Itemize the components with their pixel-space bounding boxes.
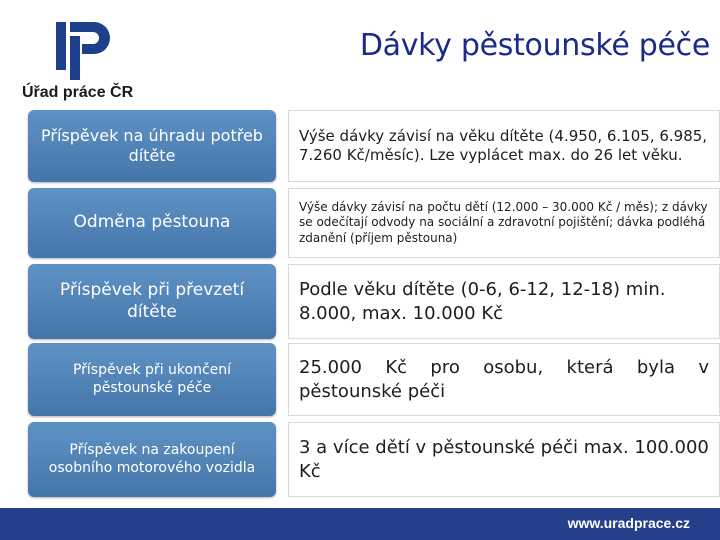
logo-text: Úřad práce ČR [22, 84, 134, 101]
footer-url[interactable]: www.uradprace.cz [567, 515, 690, 531]
table-row [28, 422, 720, 497]
row-label: Odměna pěstouna [28, 188, 276, 258]
row-value: 3 a více dětí v pěstounské péči max. 100.000 Kč [288, 422, 720, 497]
row-label: Příspěvek na úhradu potřeb dítěte [28, 110, 276, 182]
logo [22, 22, 152, 112]
table-row [28, 343, 720, 416]
table-row [28, 110, 720, 182]
table-row [28, 188, 720, 258]
row-label: Příspěvek při ukončení pěstounské péče [28, 343, 276, 416]
row-label: Příspěvek při převzetí dítěte [28, 264, 276, 339]
table-row [28, 264, 720, 339]
row-value: Výše dávky závisí na věku dítěte (4.950, 6.105, 6.985, 7.260 Kč/měsíc). Lze vyplácet max. do 26 let věku. [288, 110, 720, 182]
page-title: Dávky pěstounské péče [359, 28, 710, 63]
footer-bar [0, 508, 720, 540]
row-label: Příspěvek na zakoupení osobního motorového vozidla [28, 422, 276, 497]
row-value: Výše dávky závisí na počtu dětí (12.000 – 30.000 Kč / měs); z dávky se odečítají odvody na sociální a zdravotní pojištění; dávka podléhá zdanění (příjem pěstouna) [288, 188, 720, 258]
up-logo-icon [56, 22, 118, 80]
row-value: 25.000 Kč pro osobu, která byla v pěstounské péči [288, 343, 720, 416]
row-value: Podle věku dítěte (0-6, 6-12, 12-18) min. 8.000, max. 10.000 Kč [288, 264, 720, 339]
